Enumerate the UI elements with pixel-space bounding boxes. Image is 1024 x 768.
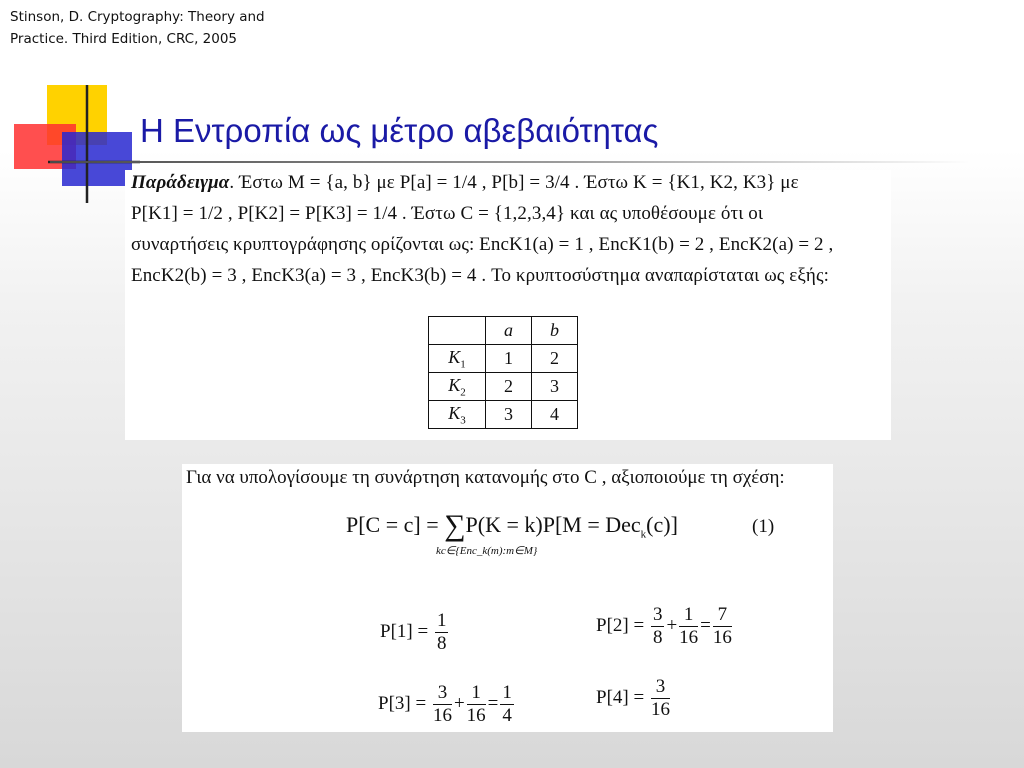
table-row [429, 345, 578, 373]
distribution-formula [346, 506, 678, 540]
citation-line-1: Stinson, D. Cryptography: Theory and [10, 9, 265, 25]
table-key-cell: $K_2$ [429, 373, 486, 401]
table-header-row [429, 317, 578, 345]
example-heading: Παράδειγμα [131, 172, 230, 193]
result-p3: P[3] = $\frac{3}{16}$ + $\frac{1}{16}$ = $\frac{1}{4}$ [378, 682, 512, 726]
table-cell: 4 [532, 401, 578, 429]
example-line-3: συναρτήσεις κρυπτογράφησης ορίζονται ως: EncK1(a) = 1 , EncK1(b) = 2 , EncK2(a) = 2 , [131, 234, 834, 255]
example-line-4: EncK2(b) = 3 , EncK3(a) = 3 , EncK3(b) = 4 . Το κρυπτοσύστημα αναπαρίσταται ως εξής: [131, 265, 829, 286]
table-key-cell: $K_3$ [429, 401, 486, 429]
sigma-symbol: ∑ [444, 509, 466, 542]
table-cell: 1 [486, 345, 532, 373]
example-line-1 [131, 172, 799, 194]
citation-line-2: Practice. Third Edition, CRC, 2005 [10, 31, 238, 47]
table-header-cell [429, 317, 486, 345]
formula-lhs: P[C = c] = [346, 512, 439, 537]
title-decoration [0, 80, 140, 210]
example-line-1-text: . Έστω M = {a, b} με P[a] = 1/4 , P[b] = 3/4 . Έστω K = {K1, K2, K3} με [229, 172, 799, 193]
formula-rhs-sub: k [640, 528, 647, 541]
formula-rhs-end: (c)] [646, 512, 678, 537]
deco-blue-square [62, 132, 132, 186]
table-header-cell [486, 317, 532, 345]
title-divider [50, 161, 972, 163]
example-panel [125, 170, 891, 440]
table-cell: 3 [532, 373, 578, 401]
formula-intro: Για να υπολογίσουμε τη συνάρτηση κατανομής στο C , αξιοποιούμε τη σχέση: [186, 467, 785, 488]
key-table [428, 316, 578, 429]
formula-rhs: P(K = k)P[M = Dec [465, 512, 641, 537]
result-p4: P[4] = $\frac{3}{16}$ [596, 676, 670, 720]
table-cell: 3 [486, 401, 532, 429]
table-key-cell: $K_1$ [429, 345, 486, 373]
table-header-a: a [504, 320, 513, 340]
formula-panel [182, 464, 833, 732]
citation [10, 6, 265, 50]
slide-title: Η Εντροπία ως μέτρο αβεβαιότητας [140, 112, 659, 149]
table-cell: 2 [486, 373, 532, 401]
table-header-b: b [550, 320, 559, 340]
sum-index: kc∈{Enc_k(m):m∈M} [436, 545, 538, 557]
table-row [429, 373, 578, 401]
result-p1: P[1] = $\frac{1}{8}$ [380, 610, 447, 654]
result-p2: P[2] = $\frac{3}{8}$ + $\frac{1}{16}$ = $\frac{7}{16}$ [596, 604, 732, 648]
table-row [429, 401, 578, 429]
equation-number: (1) [752, 516, 775, 537]
table-cell: 2 [532, 345, 578, 373]
table-header-cell [532, 317, 578, 345]
example-line-2: P[K1] = 1/2 , P[K2] = P[K3] = 1/4 . Έστω C = {1,2,3,4} και ας υποθέσουμε ότι οι [131, 203, 764, 224]
